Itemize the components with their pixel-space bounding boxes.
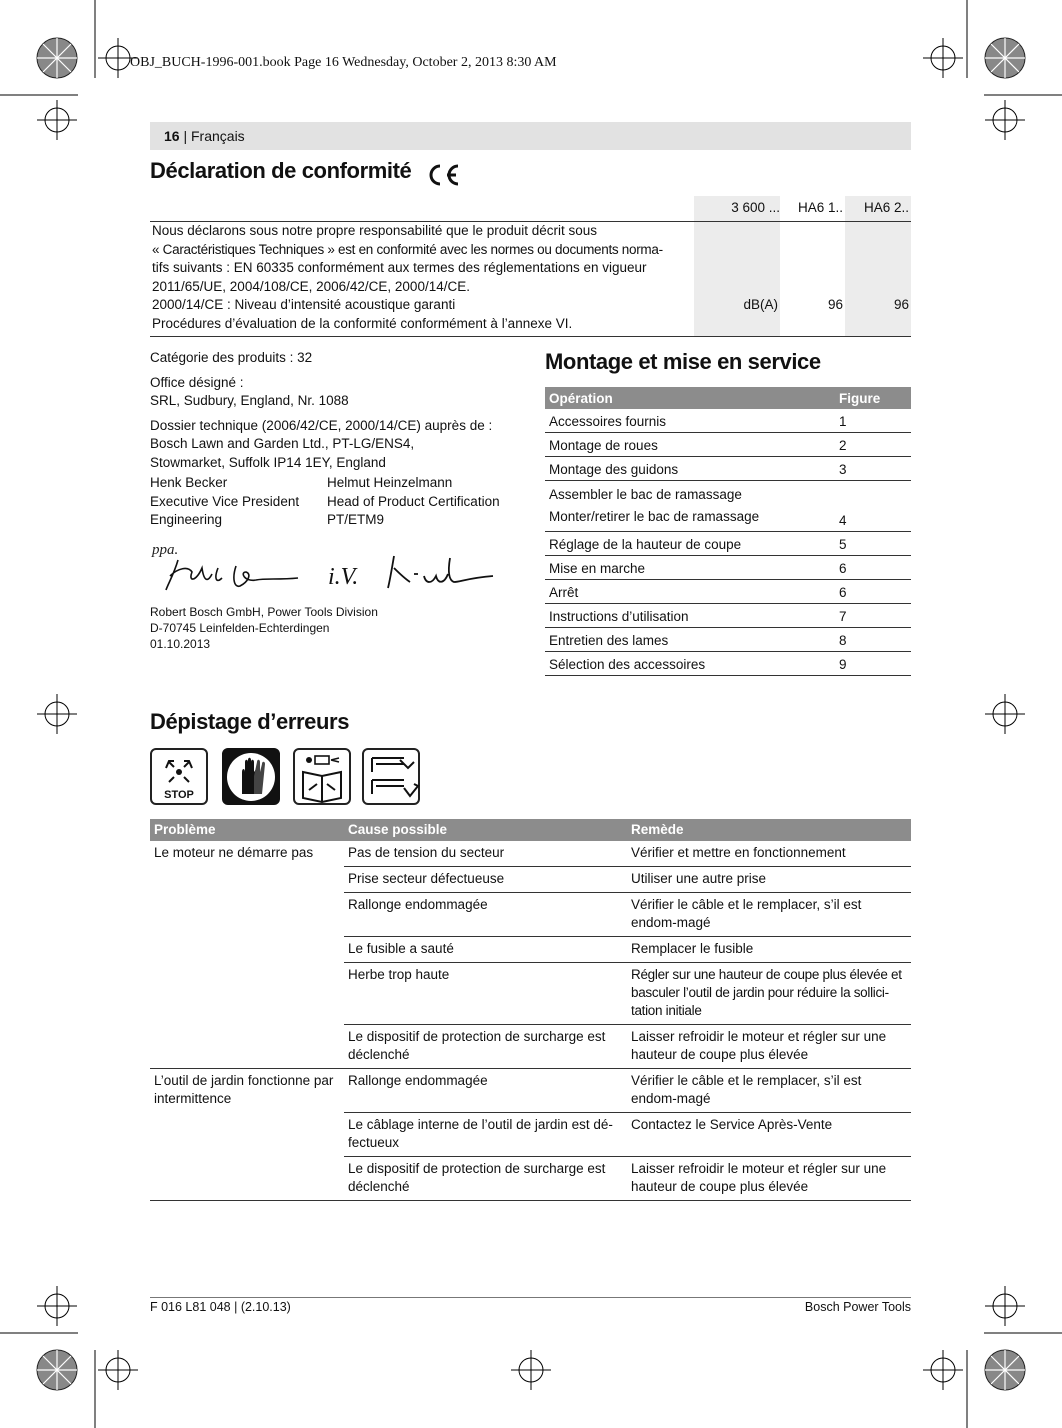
footer-doc-ref: F 016 L81 048 | (2.10.13) bbox=[150, 1300, 291, 1314]
signer-dept: Engineering bbox=[150, 512, 223, 527]
operation-cell: Mise en marche bbox=[545, 556, 835, 580]
figure-cell: 3 bbox=[835, 457, 911, 481]
table-row bbox=[150, 841, 911, 867]
depistage-title: Dépistage d’erreurs bbox=[150, 709, 350, 734]
table-row bbox=[545, 409, 911, 433]
print-slug: OBJ_BUCH-1996-001.book Page 16 Wednesday, October 2, 2013 8:30 AM bbox=[130, 55, 557, 70]
figure-cell: 6 bbox=[835, 580, 911, 604]
figure-cell: 1 bbox=[835, 409, 911, 433]
decl-line: 2000/14/CE : Niveau d’intensité acoustique garanti bbox=[152, 297, 456, 312]
operation-line: Monter/retirer le bac de ramassage bbox=[549, 509, 760, 524]
cause-cell: Herbe trop haute bbox=[344, 963, 627, 1025]
remedy-cell: Vérifier et mettre en fonctionnement bbox=[627, 841, 911, 867]
operation-cell: Arrêt bbox=[545, 580, 835, 604]
signatures bbox=[148, 538, 498, 596]
gloves-icon bbox=[222, 748, 280, 805]
declaration-text bbox=[152, 222, 692, 333]
cause-cell: Le câblage interne de l’outil de jardin est dé-fectueux bbox=[344, 1113, 627, 1157]
troubleshooting-table bbox=[150, 819, 911, 1201]
operation-cell: Montage de roues bbox=[545, 433, 835, 457]
problem-cell: L’outil de jardin fonctionne par intermittence bbox=[150, 1069, 344, 1201]
header-separator: | bbox=[183, 128, 188, 144]
figure-cell: 8 bbox=[835, 628, 911, 652]
page-header bbox=[150, 122, 911, 150]
montage-table bbox=[545, 387, 911, 676]
page-number: 16 bbox=[164, 128, 180, 144]
sig-ppa: ppa. bbox=[152, 542, 179, 558]
decl-line: 2011/65/UE, 2004/108/CE, 2006/42/CE, 2000/14/CE. bbox=[152, 278, 470, 294]
operation-cell: Accessoires fournis bbox=[545, 409, 835, 433]
decl-line: tifs suivants : EN 60335 conformément aux termes des réglementations en vigueur bbox=[152, 260, 647, 275]
remedy-cell: Remplacer le fusible bbox=[627, 937, 911, 963]
decl-value-1: 96 bbox=[827, 297, 843, 312]
sig-iv: i.V. bbox=[328, 564, 359, 590]
figure-cell: 5 bbox=[835, 532, 911, 556]
decl-col-2: HA6 1.. bbox=[797, 200, 843, 215]
decl-value-2: 96 bbox=[893, 297, 909, 312]
montage-header-operation: Opération bbox=[545, 387, 835, 409]
table-row bbox=[545, 604, 911, 628]
decl-col-3: HA6 2.. bbox=[863, 200, 909, 215]
table-row bbox=[545, 652, 911, 676]
table-row bbox=[545, 433, 911, 457]
stop-label: STOP bbox=[164, 789, 194, 801]
decl-line: « Caractéristiques Techniques » est en conformité avec les normes ou documents norma- bbox=[152, 241, 663, 257]
cause-cell: Prise secteur défectueuse bbox=[344, 867, 627, 893]
header-remedy: Remède bbox=[627, 819, 911, 841]
signer-2 bbox=[327, 474, 527, 530]
table-row bbox=[545, 556, 911, 580]
remedy-cell: Régler sur une hauteur de coupe plus élevée et basculer l’outil de jardin pour réduire la sollici-tation initiale bbox=[627, 963, 911, 1025]
company-date: 01.10.2013 bbox=[150, 637, 211, 651]
cause-cell: Le fusible a sauté bbox=[344, 937, 627, 963]
table-row bbox=[150, 1069, 911, 1113]
office-value: SRL, Sudbury, England, Nr. 1088 bbox=[150, 393, 349, 408]
remedy-cell: Laisser refroidir le moteur et régler sur une hauteur de coupe plus élevée bbox=[627, 1025, 911, 1069]
signer-1 bbox=[150, 474, 326, 530]
office-label: Office désigné : bbox=[150, 374, 244, 390]
cause-cell: Le dispositif de protection de surcharge est déclenché bbox=[344, 1025, 627, 1069]
operation-cell bbox=[545, 481, 835, 532]
cause-cell: Rallonge endommagée bbox=[344, 893, 627, 937]
declaration-title: Déclaration de conformité bbox=[150, 158, 412, 183]
operation-cell: Instructions d’utilisation bbox=[545, 604, 835, 628]
operation-cell: Entretien des lames bbox=[545, 628, 835, 652]
stop-blade-icon bbox=[150, 748, 208, 805]
montage-header-figure: Figure bbox=[835, 387, 911, 409]
decl-line: Nous déclarons sous notre propre responsabilité que le produit décrit sous bbox=[152, 223, 598, 238]
figure-cell: 6 bbox=[835, 556, 911, 580]
maintenance-icon bbox=[362, 748, 420, 805]
signer-dept: PT/ETM9 bbox=[327, 512, 385, 527]
remedy-cell: Vérifier le câble et le remplacer, s’il est endom-magé bbox=[627, 893, 911, 937]
table-row bbox=[545, 457, 911, 481]
remedy-cell: Contactez le Service Après-Vente bbox=[627, 1113, 911, 1157]
remedy-cell: Laisser refroidir le moteur et régler sur une hauteur de coupe plus élevée bbox=[627, 1157, 911, 1201]
decl-col-1: 3 600 ... bbox=[731, 200, 780, 215]
remedy-cell: Vérifier le câble et le remplacer, s’il est endom-magé bbox=[627, 1069, 911, 1113]
operation-cell: Montage des guidons bbox=[545, 457, 835, 481]
info-block bbox=[150, 349, 530, 472]
decl-unit: dB(A) bbox=[743, 297, 778, 312]
signer-title: Head of Product Certification bbox=[327, 493, 500, 509]
header-cause: Cause possible bbox=[344, 819, 627, 841]
read-manual-icon bbox=[293, 748, 351, 805]
dossier-line: Dossier technique (2006/42/CE, 2000/14/CE) auprès de : bbox=[150, 417, 493, 433]
decl-line: Procédures d’évaluation de la conformité conformément à l’annexe VI. bbox=[152, 315, 573, 331]
header-problem: Problème bbox=[150, 819, 344, 841]
table-row bbox=[545, 580, 911, 604]
operation-cell: Sélection des accessoires bbox=[545, 652, 835, 676]
footer-brand: Bosch Power Tools bbox=[804, 1300, 911, 1314]
company-address: D-70745 Leinfelden-Echterdingen bbox=[150, 621, 330, 635]
table-row bbox=[545, 481, 911, 532]
signer-name: Henk Becker bbox=[150, 475, 228, 490]
figure-cell: 9 bbox=[835, 652, 911, 676]
figure-cell: 7 bbox=[835, 604, 911, 628]
dossier-line: Stowmarket, Suffolk IP14 1EY, England bbox=[150, 454, 386, 470]
table-row bbox=[545, 532, 911, 556]
cause-cell: Le dispositif de protection de surcharge est déclenché bbox=[344, 1157, 627, 1201]
dossier-line: Bosch Lawn and Garden Ltd., PT-LG/ENS4, bbox=[150, 436, 415, 451]
cause-cell: Rallonge endommagée bbox=[344, 1069, 627, 1113]
table-row bbox=[545, 628, 911, 652]
figure-cell: 2 bbox=[835, 433, 911, 457]
montage-title: Montage et mise en service bbox=[545, 349, 821, 374]
signer-title: Executive Vice President bbox=[150, 493, 300, 509]
cause-cell: Pas de tension du secteur bbox=[344, 841, 627, 867]
company-name: Robert Bosch GmbH, Power Tools Division bbox=[150, 605, 378, 619]
signer-name: Helmut Heinzelmann bbox=[327, 475, 453, 490]
problem-cell: Le moteur ne démarre pas bbox=[150, 841, 344, 1069]
remedy-cell: Utiliser une autre prise bbox=[627, 867, 911, 893]
company-block bbox=[150, 604, 378, 652]
operation-cell: Réglage de la hauteur de coupe bbox=[545, 532, 835, 556]
product-category: Catégorie des produits : 32 bbox=[150, 350, 313, 365]
header-language: Français bbox=[191, 128, 245, 144]
figure-cell: 4 bbox=[835, 481, 911, 532]
operation-line: Assembler le bac de ramassage bbox=[549, 487, 742, 502]
ce-mark-icon bbox=[426, 163, 462, 187]
